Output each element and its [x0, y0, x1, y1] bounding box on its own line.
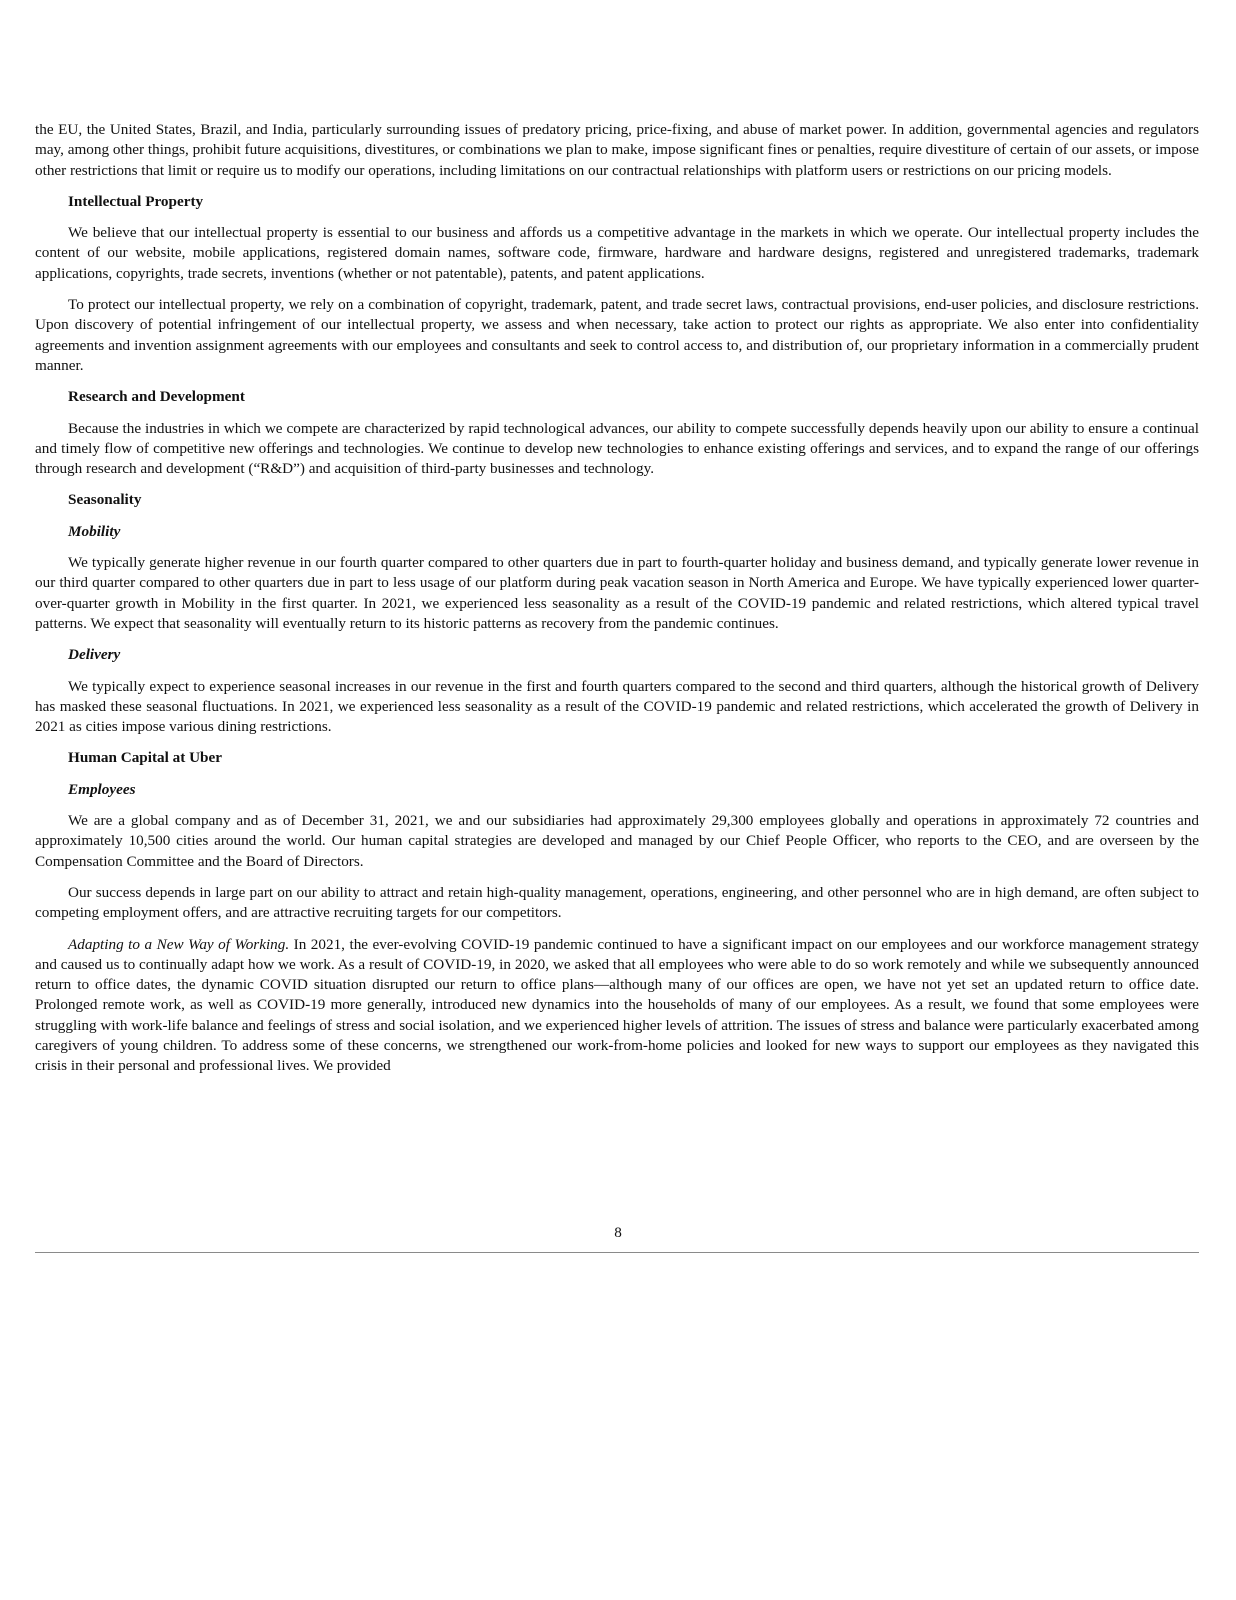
- paragraph-adapting-text: In 2021, the ever-evolving COVID-19 pandemic continued to have a significant impact on our employees and our workforce management strategy and caused us to continually adapt how we work. As a result of COVID-19, in 2020, we asked that all employees who were able to do so work remotely and while we subsequently announced return to office dates, the dynamic COVID situation disrupted our return to office plans—although many of our offices are open, we have not yet set an updated return to office date. Prolonged remote work, as well as COVID-19 more generally, introduced new dynamics into the households of many of our employees. As a result, we found that some employees were struggling with work-life balance and feelings of stress and social isolation, and we experienced higher levels of attrition. The issues of stress and balance were particularly exacerbated among caregivers of young children. To address some of these concerns, we strengthened our work-from-home policies and looked for new ways to support our employees as they navigated this crisis in their personal and professional lives. We provided: [35, 935, 1200, 1075]
- footer-divider: [35, 1252, 1199, 1253]
- heading-research-development: Research and Development: [68, 388, 245, 406]
- subheading-employees: Employees: [68, 780, 136, 798]
- page-number: 8: [614, 1224, 622, 1241]
- paragraph-ip-protection: To protect our intellectual property, we rely on a combination of copyright, trademark, patent, and trade secret laws, contractual provisions, end-user policies, and disclosure restrictions. Upon discovery of potential infringement of our intellectual property, we assess and when necessary, take action to protect our rights as appropriate. We also enter into confidentiality agreements and invention assignment agreements with our employees and consultants and seek to control access to, and distribution of, our proprietary information in a commercially prudent manner.: [35, 296, 1199, 374]
- paragraph-competition-continued: the EU, the United States, Brazil, and India, particularly surrounding issues of predatory pricing, price-fixing, and abuse of market power. In addition, governmental agencies and regulators may, among other things, prohibit future acquisitions, divestitures, or combinations we plan to make, impose significant fines or penalties, require divestiture of certain of our assets, or impose other restrictions that limit or require us to modify our operations, including limitations on our contractual relationships with platform users or restrictions on our pricing models.: [35, 121, 1199, 179]
- heading-human-capital: Human Capital at Uber: [68, 749, 222, 767]
- paragraph-employees-overview: We are a global company and as of December 31, 2021, we and our subsidiaries had approximately 29,300 employees globally and operations in approximately 72 countries and approximately 10,500 cities around the world. Our human capital strategies are developed and managed by our Chief People Officer, who reports to the CEO, and are overseen by the Compensation Committee and the Board of Directors.: [35, 812, 1199, 870]
- runin-heading-adapting: Adapting to a New Way of Working.: [68, 935, 290, 953]
- subheading-mobility: Mobility: [68, 522, 121, 540]
- heading-intellectual-property: Intellectual Property: [68, 192, 204, 210]
- document-page: [35, 120, 1199, 1088]
- paragraph-delivery-seasonality: We typically expect to experience seasonal increases in our revenue in the first and fourth quarters compared to the second and third quarters, although the historical growth of Delivery has masked these seasonal fluctuations. In 2021, we experienced less seasonality as a result of the COVID-19 pandemic and related restrictions, which accelerated the growth of Delivery in 2021 as cities impose various dining restrictions.: [35, 677, 1199, 736]
- subheading-delivery: Delivery: [68, 646, 121, 664]
- paragraph-research-development: Because the industries in which we compete are characterized by rapid technological advances, our ability to compete successfully depends heavily upon our ability to ensure a continual and timely flow of competitive new offerings and technologies. We continue to develop new technologies to enhance existing offerings and services, and to expand the range of our offerings through research and development (“R&D”) and acquisition of third-party businesses and technology.: [35, 419, 1199, 478]
- paragraph-employees-retention: Our success depends in large part on our ability to attract and retain high-quality management, operations, engineering, and other personnel who are in high demand, are often subject to competing employment offers, and are attractive recruiting targets for our competitors.: [35, 883, 1199, 922]
- heading-seasonality: Seasonality: [68, 491, 142, 509]
- paragraph-ip-overview: We believe that our intellectual property is essential to our business and affords us a competitive advantage in the markets in which we operate. Our intellectual property includes the content of our website, mobile applications, registered domain names, software code, firmware, hardware and hardware designs, registered and unregistered trademarks, trademark applications, copyrights, trade secrets, inventions (whether or not patentable), patents, and patent applications.: [35, 224, 1199, 282]
- paragraph-mobility-seasonality: We typically generate higher revenue in our fourth quarter compared to other quarters due in part to fourth-quarter holiday and business demand, and typically generate lower revenue in our third quarter compared to other quarters due in part to less usage of our platform during peak vacation season in North America and Europe. We have typically experienced lower quarter-over-quarter growth in Mobility in the first quarter. In 2021, we experienced less seasonality as a result of the COVID-19 pandemic and related restrictions, which altered typical travel patterns. We expect that seasonality will eventually return to its historic patterns as recovery from the pandemic continues.: [35, 554, 1199, 632]
- paragraph-adapting-new-way: [35, 935, 1199, 1077]
